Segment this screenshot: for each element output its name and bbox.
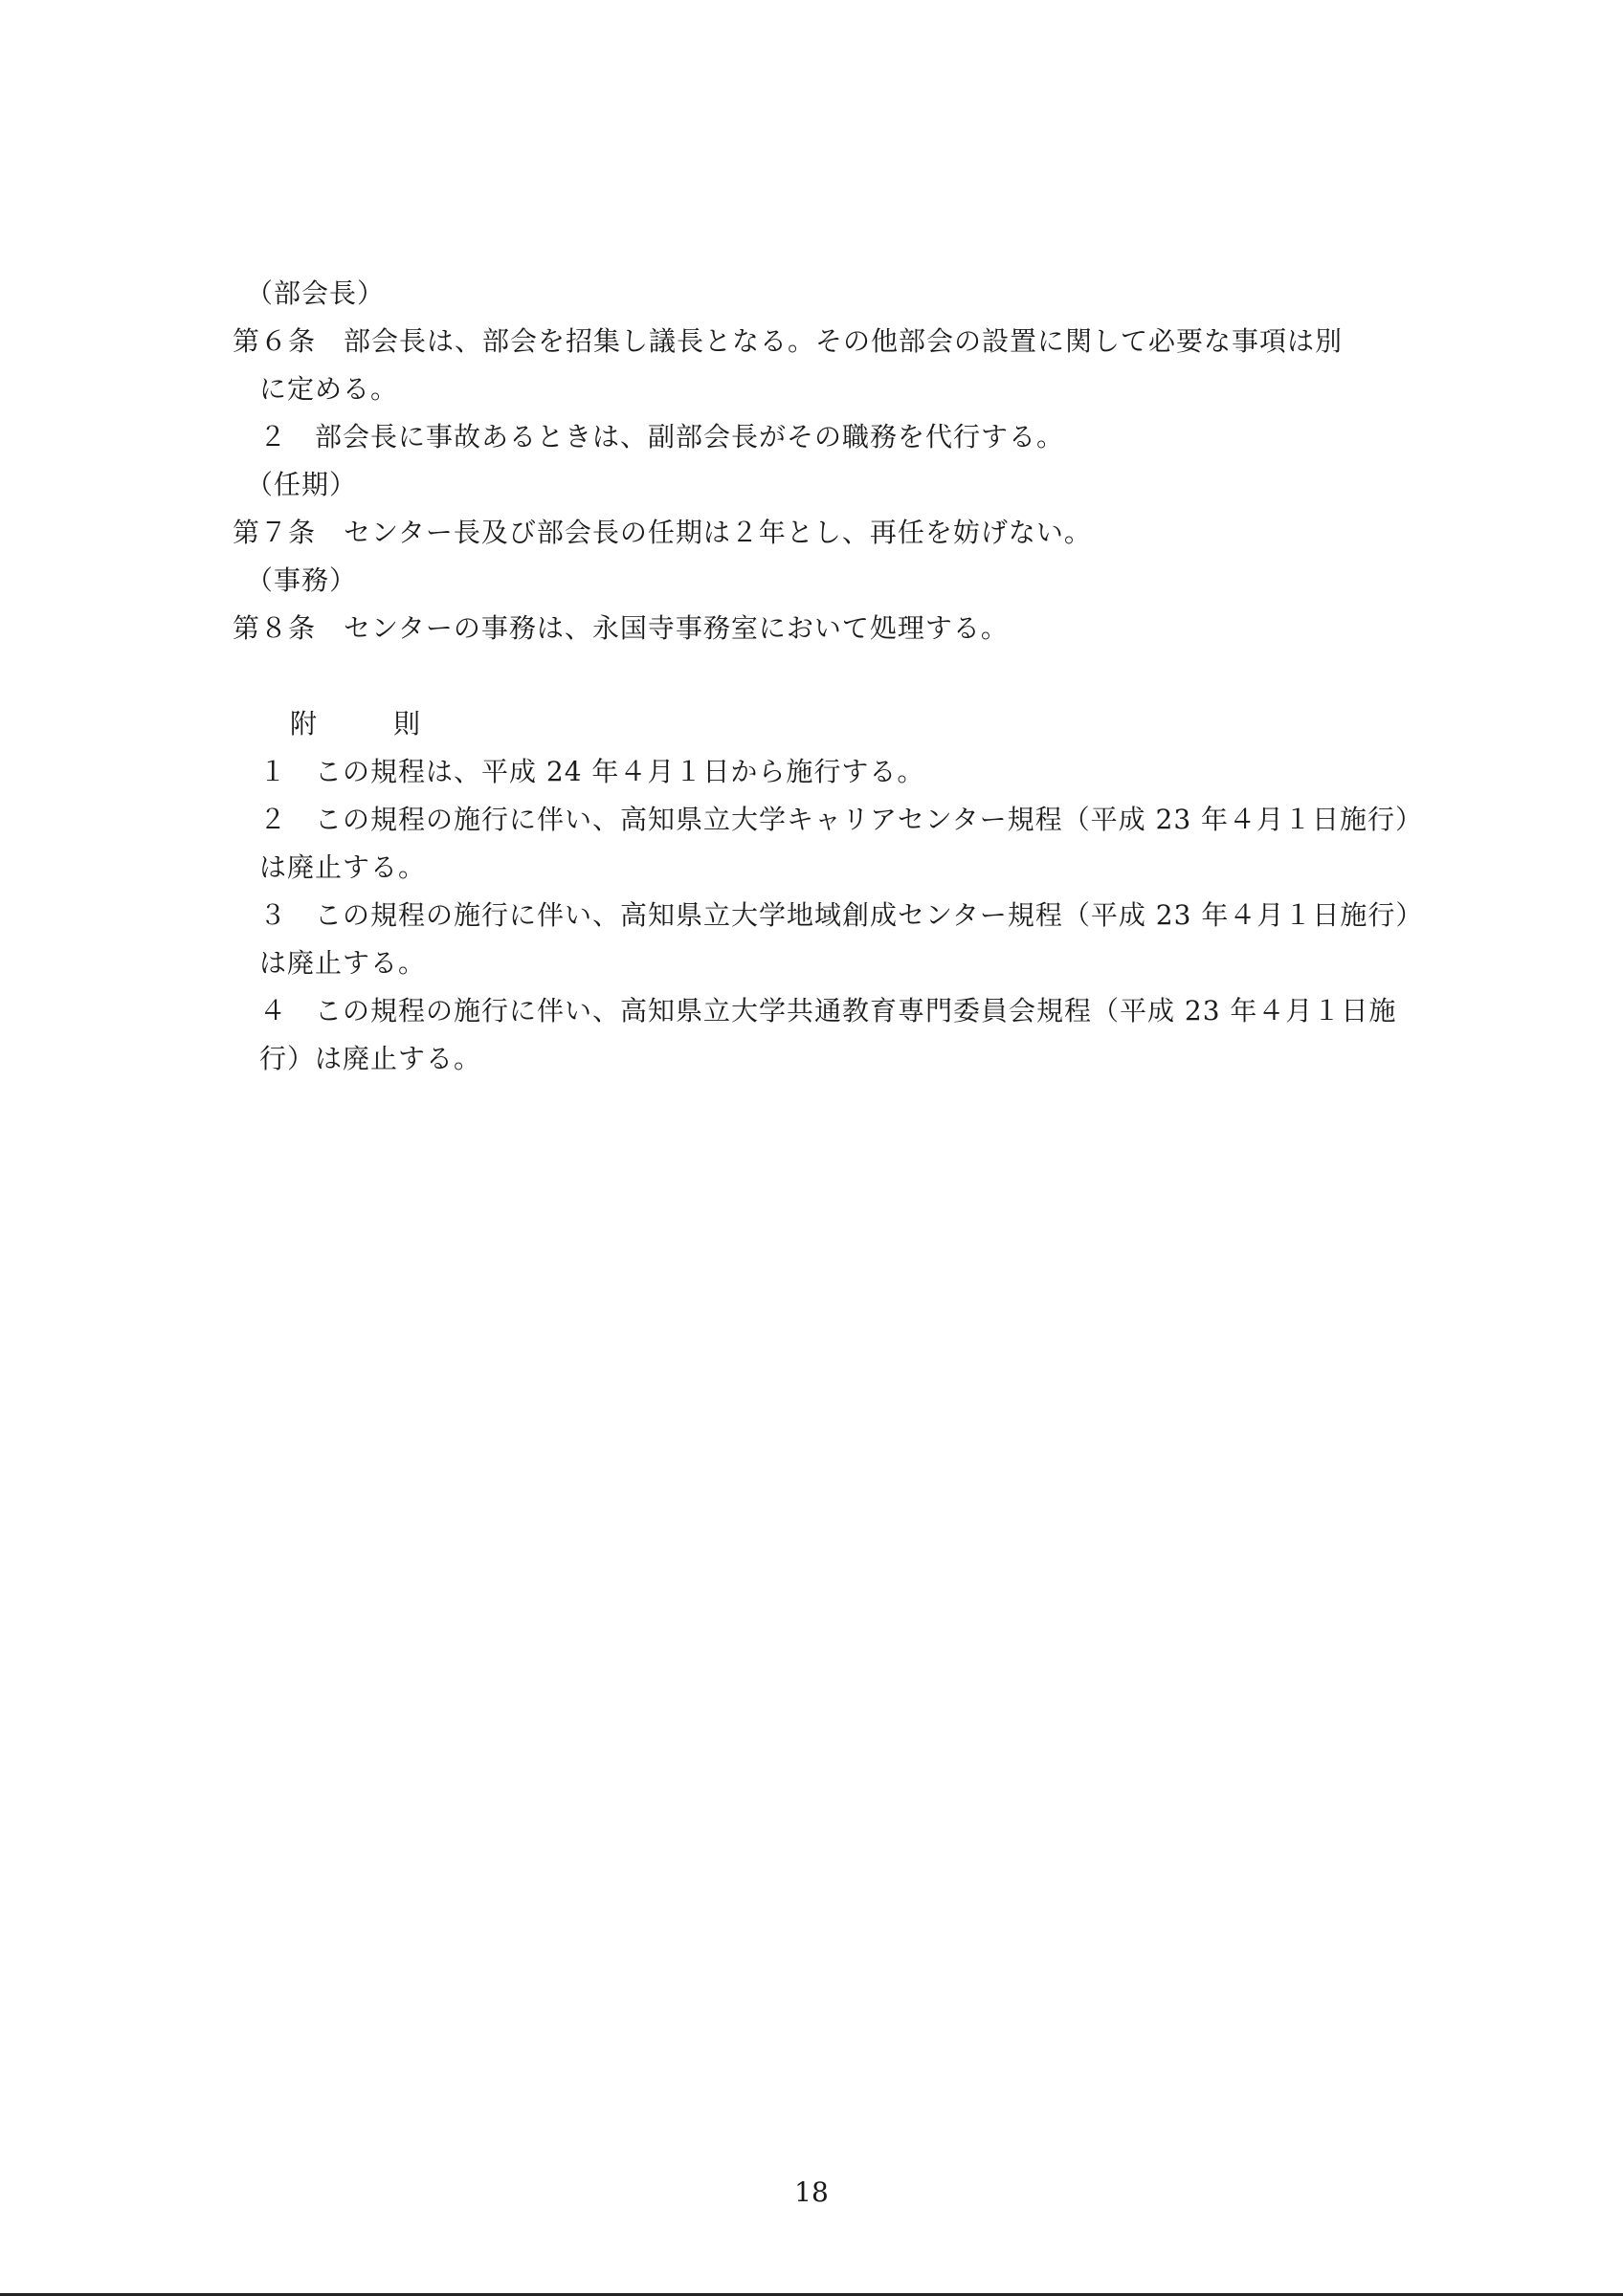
- article-8-text: 第８条 センターの事務は、永国寺事務室において処理する。: [233, 612, 1009, 644]
- supplementary-provisions-heading: 附 則: [290, 708, 446, 740]
- document-body: [233, 270, 1424, 1083]
- supplementary-item-4-continuation: 行）は廃止する。: [259, 1043, 482, 1074]
- article-6-paragraph-2: ２ 部会長に事故あるときは、副部会長がその職務を代行する。: [259, 421, 1065, 453]
- page-number: 18: [794, 2176, 829, 2208]
- article-caption-bukaicho: （部会長）: [246, 277, 386, 309]
- section-spacer: [233, 652, 1392, 700]
- article-7-text: 第７条 センター長及び部会長の任期は２年とし、再任を妨げない。: [233, 517, 1092, 548]
- supplementary-item-1: １ この規程は、平成 24 年４月１日から施行する。: [259, 756, 925, 787]
- article-6-text: 第６条 部会長は、部会を招集し議長となる。その他部会の設置に関して必要な事項は別: [233, 325, 1344, 357]
- article-6-continuation: に定める。: [259, 373, 399, 405]
- supplementary-item-3-continuation: は廃止する。: [259, 947, 427, 979]
- supplementary-item-4: ４ この規程の施行に伴い、高知県立大学共通教育専門委員会規程（平成 23 年４月１日施: [259, 995, 1397, 1027]
- article-caption-jimu: （事務）: [246, 564, 358, 596]
- supplementary-item-2-continuation: は廃止する。: [259, 851, 427, 883]
- supplementary-item-2: ２ この規程の施行に伴い、高知県立大学キャリアセンター規程（平成 23 年４月１日施行）: [259, 804, 1424, 835]
- article-caption-ninki: （任期）: [246, 469, 358, 500]
- supplementary-item-3: ３ この規程の施行に伴い、高知県立大学地域創成センター規程（平成 23 年４月１日施行）: [259, 899, 1424, 931]
